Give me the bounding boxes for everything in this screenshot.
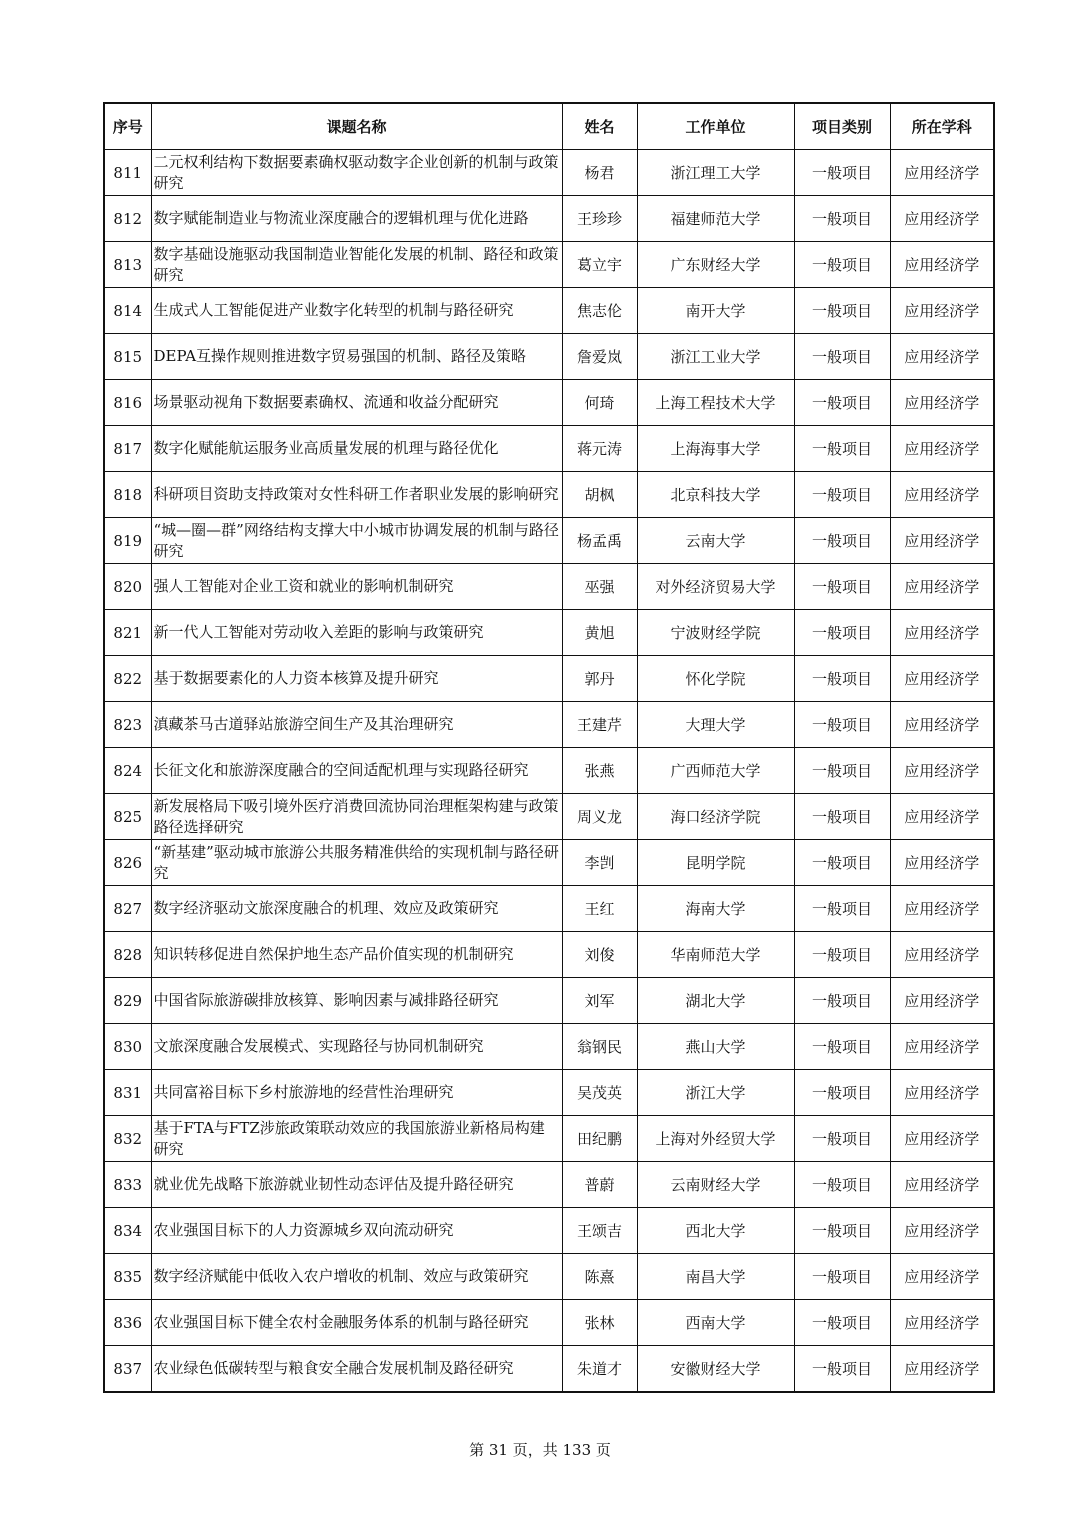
row-discipline: 应用经济学 bbox=[890, 610, 994, 656]
table-header-row bbox=[104, 103, 994, 150]
row-name: 刘军 bbox=[562, 978, 637, 1024]
row-discipline: 应用经济学 bbox=[890, 564, 994, 610]
row-name: 李剀 bbox=[562, 840, 637, 886]
row-index: 817 bbox=[104, 426, 151, 472]
row-discipline: 应用经济学 bbox=[890, 426, 994, 472]
row-discipline: 应用经济学 bbox=[890, 1024, 994, 1070]
project-table bbox=[103, 102, 995, 1393]
row-discipline: 应用经济学 bbox=[890, 1208, 994, 1254]
row-name: 黄旭 bbox=[562, 610, 637, 656]
row-title: 农业绿色低碳转型与粮食安全融合发展机制及路径研究 bbox=[151, 1346, 562, 1393]
table-row bbox=[104, 978, 994, 1024]
row-institution: 浙江大学 bbox=[637, 1070, 794, 1116]
row-index: 830 bbox=[104, 1024, 151, 1070]
table-row bbox=[104, 656, 994, 702]
row-discipline: 应用经济学 bbox=[890, 978, 994, 1024]
row-title: 知识转移促进自然保护地生态产品价值实现的机制研究 bbox=[151, 932, 562, 978]
row-category: 一般项目 bbox=[794, 932, 890, 978]
table-row bbox=[104, 610, 994, 656]
row-institution: 海南大学 bbox=[637, 886, 794, 932]
row-category: 一般项目 bbox=[794, 334, 890, 380]
row-institution: 福建师范大学 bbox=[637, 196, 794, 242]
row-title: 二元权利结构下数据要素确权驱动数字企业创新的机制与政策研究 bbox=[151, 150, 562, 196]
row-category: 一般项目 bbox=[794, 748, 890, 794]
row-title: 文旅深度融合发展模式、实现路径与协同机制研究 bbox=[151, 1024, 562, 1070]
row-category: 一般项目 bbox=[794, 978, 890, 1024]
row-category: 一般项目 bbox=[794, 288, 890, 334]
row-name: 翁钢民 bbox=[562, 1024, 637, 1070]
table-row bbox=[104, 702, 994, 748]
row-title: 数字赋能制造业与物流业深度融合的逻辑机理与优化进路 bbox=[151, 196, 562, 242]
row-index: 827 bbox=[104, 886, 151, 932]
row-title: 场景驱动视角下数据要素确权、流通和收益分配研究 bbox=[151, 380, 562, 426]
row-discipline: 应用经济学 bbox=[890, 1070, 994, 1116]
table-body bbox=[104, 150, 994, 1393]
row-institution: 浙江工业大学 bbox=[637, 334, 794, 380]
row-category: 一般项目 bbox=[794, 242, 890, 288]
row-index: 832 bbox=[104, 1116, 151, 1162]
row-institution: 上海工程技术大学 bbox=[637, 380, 794, 426]
row-category: 一般项目 bbox=[794, 1070, 890, 1116]
row-institution: 海口经济学院 bbox=[637, 794, 794, 840]
row-discipline: 应用经济学 bbox=[890, 288, 994, 334]
row-title: 数字化赋能航运服务业高质量发展的机理与路径优化 bbox=[151, 426, 562, 472]
row-title: 就业优先战略下旅游就业韧性动态评估及提升路径研究 bbox=[151, 1162, 562, 1208]
row-title: 数字经济驱动文旅深度融合的机理、效应及政策研究 bbox=[151, 886, 562, 932]
row-discipline: 应用经济学 bbox=[890, 1254, 994, 1300]
row-title: 新一代人工智能对劳动收入差距的影响与政策研究 bbox=[151, 610, 562, 656]
row-title: 长征文化和旅游深度融合的空间适配机理与实现路径研究 bbox=[151, 748, 562, 794]
row-institution: 宁波财经学院 bbox=[637, 610, 794, 656]
row-index: 835 bbox=[104, 1254, 151, 1300]
row-name: 蒋元涛 bbox=[562, 426, 637, 472]
row-institution: 南开大学 bbox=[637, 288, 794, 334]
row-category: 一般项目 bbox=[794, 794, 890, 840]
row-name: 朱道才 bbox=[562, 1346, 637, 1393]
row-institution: 南昌大学 bbox=[637, 1254, 794, 1300]
row-category: 一般项目 bbox=[794, 150, 890, 196]
row-discipline: 应用经济学 bbox=[890, 1300, 994, 1346]
page-footer: 第 31 页，共 133 页 bbox=[469, 1441, 611, 1459]
row-category: 一般项目 bbox=[794, 1254, 890, 1300]
table-row bbox=[104, 840, 994, 886]
row-name: 王建芹 bbox=[562, 702, 637, 748]
row-category: 一般项目 bbox=[794, 564, 890, 610]
row-discipline: 应用经济学 bbox=[890, 932, 994, 978]
row-discipline: 应用经济学 bbox=[890, 656, 994, 702]
row-index: 815 bbox=[104, 334, 151, 380]
row-name: 普蔚 bbox=[562, 1162, 637, 1208]
header-discipline: 所在学科 bbox=[890, 103, 994, 150]
row-discipline: 应用经济学 bbox=[890, 840, 994, 886]
row-category: 一般项目 bbox=[794, 702, 890, 748]
row-name: 周义龙 bbox=[562, 794, 637, 840]
row-index: 812 bbox=[104, 196, 151, 242]
row-index: 837 bbox=[104, 1346, 151, 1393]
row-index: 820 bbox=[104, 564, 151, 610]
row-institution: 广西师范大学 bbox=[637, 748, 794, 794]
row-title: 生成式人工智能促进产业数字化转型的机制与路径研究 bbox=[151, 288, 562, 334]
row-category: 一般项目 bbox=[794, 1208, 890, 1254]
row-discipline: 应用经济学 bbox=[890, 1162, 994, 1208]
row-title: 农业强国目标下健全农村金融服务体系的机制与路径研究 bbox=[151, 1300, 562, 1346]
row-category: 一般项目 bbox=[794, 610, 890, 656]
row-title: 基于FTA与FTZ涉旅政策联动效应的我国旅游业新格局构建研究 bbox=[151, 1116, 562, 1162]
row-institution: 上海海事大学 bbox=[637, 426, 794, 472]
table-row bbox=[104, 564, 994, 610]
row-discipline: 应用经济学 bbox=[890, 196, 994, 242]
row-title: “新基建”驱动城市旅游公共服务精准供给的实现机制与路径研究 bbox=[151, 840, 562, 886]
row-name: 刘俊 bbox=[562, 932, 637, 978]
row-index: 823 bbox=[104, 702, 151, 748]
row-category: 一般项目 bbox=[794, 1300, 890, 1346]
row-name: 王珍珍 bbox=[562, 196, 637, 242]
row-discipline: 应用经济学 bbox=[890, 886, 994, 932]
row-category: 一般项目 bbox=[794, 1346, 890, 1393]
row-title: 农业强国目标下的人力资源城乡双向流动研究 bbox=[151, 1208, 562, 1254]
row-discipline: 应用经济学 bbox=[890, 518, 994, 564]
table-row bbox=[104, 1070, 994, 1116]
table-row bbox=[104, 1346, 994, 1393]
table-row bbox=[104, 380, 994, 426]
row-index: 825 bbox=[104, 794, 151, 840]
row-name: 郭丹 bbox=[562, 656, 637, 702]
row-institution: 西北大学 bbox=[637, 1208, 794, 1254]
row-institution: 安徽财经大学 bbox=[637, 1346, 794, 1393]
table-row bbox=[104, 932, 994, 978]
table-row bbox=[104, 748, 994, 794]
row-title: 滇藏茶马古道驿站旅游空间生产及其治理研究 bbox=[151, 702, 562, 748]
row-name: 詹爱岚 bbox=[562, 334, 637, 380]
row-category: 一般项目 bbox=[794, 1116, 890, 1162]
row-name: 王颂吉 bbox=[562, 1208, 637, 1254]
row-name: 胡枫 bbox=[562, 472, 637, 518]
row-index: 824 bbox=[104, 748, 151, 794]
table-row bbox=[104, 472, 994, 518]
row-name: 巫强 bbox=[562, 564, 637, 610]
row-title: 科研项目资助支持政策对女性科研工作者职业发展的影响研究 bbox=[151, 472, 562, 518]
row-title: 基于数据要素化的人力资本核算及提升研究 bbox=[151, 656, 562, 702]
header-index: 序号 bbox=[104, 103, 151, 150]
row-index: 829 bbox=[104, 978, 151, 1024]
row-name: 陈熹 bbox=[562, 1254, 637, 1300]
row-institution: 大理大学 bbox=[637, 702, 794, 748]
row-index: 813 bbox=[104, 242, 151, 288]
row-institution: 广东财经大学 bbox=[637, 242, 794, 288]
row-category: 一般项目 bbox=[794, 472, 890, 518]
row-index: 821 bbox=[104, 610, 151, 656]
row-index: 826 bbox=[104, 840, 151, 886]
table-row bbox=[104, 288, 994, 334]
row-name: 田纪鹏 bbox=[562, 1116, 637, 1162]
row-discipline: 应用经济学 bbox=[890, 748, 994, 794]
row-discipline: 应用经济学 bbox=[890, 334, 994, 380]
row-institution: 对外经济贸易大学 bbox=[637, 564, 794, 610]
row-name: 杨君 bbox=[562, 150, 637, 196]
row-institution: 湖北大学 bbox=[637, 978, 794, 1024]
row-discipline: 应用经济学 bbox=[890, 1116, 994, 1162]
row-name: 吴茂英 bbox=[562, 1070, 637, 1116]
row-category: 一般项目 bbox=[794, 840, 890, 886]
row-index: 811 bbox=[104, 150, 151, 196]
row-title: DEPA互操作规则推进数字贸易强国的机制、路径及策略 bbox=[151, 334, 562, 380]
row-discipline: 应用经济学 bbox=[890, 242, 994, 288]
row-name: 何琦 bbox=[562, 380, 637, 426]
table-row bbox=[104, 150, 994, 196]
row-category: 一般项目 bbox=[794, 518, 890, 564]
table-row bbox=[104, 518, 994, 564]
row-institution: 华南师范大学 bbox=[637, 932, 794, 978]
table-row bbox=[104, 426, 994, 472]
table-row bbox=[104, 1116, 994, 1162]
row-index: 814 bbox=[104, 288, 151, 334]
row-index: 818 bbox=[104, 472, 151, 518]
row-category: 一般项目 bbox=[794, 886, 890, 932]
row-discipline: 应用经济学 bbox=[890, 380, 994, 426]
row-title: 强人工智能对企业工资和就业的影响机制研究 bbox=[151, 564, 562, 610]
table-row bbox=[104, 1162, 994, 1208]
row-title: 新发展格局下吸引境外医疗消费回流协同治理框架构建与政策路径选择研究 bbox=[151, 794, 562, 840]
row-index: 822 bbox=[104, 656, 151, 702]
row-index: 816 bbox=[104, 380, 151, 426]
row-index: 828 bbox=[104, 932, 151, 978]
row-name: 焦志伦 bbox=[562, 288, 637, 334]
row-discipline: 应用经济学 bbox=[890, 702, 994, 748]
row-institution: 西南大学 bbox=[637, 1300, 794, 1346]
row-category: 一般项目 bbox=[794, 1024, 890, 1070]
table-row bbox=[104, 242, 994, 288]
row-title: 数字基础设施驱动我国制造业智能化发展的机制、路径和政策研究 bbox=[151, 242, 562, 288]
header-title: 课题名称 bbox=[151, 103, 562, 150]
row-category: 一般项目 bbox=[794, 426, 890, 472]
row-title: “城—圈—群”网络结构支撑大中小城市协调发展的机制与路径研究 bbox=[151, 518, 562, 564]
row-title: 中国省际旅游碳排放核算、影响因素与减排路径研究 bbox=[151, 978, 562, 1024]
row-title: 数字经济赋能中低收入农户增收的机制、效应与政策研究 bbox=[151, 1254, 562, 1300]
row-name: 张林 bbox=[562, 1300, 637, 1346]
row-discipline: 应用经济学 bbox=[890, 794, 994, 840]
header-institution: 工作单位 bbox=[637, 103, 794, 150]
row-institution: 上海对外经贸大学 bbox=[637, 1116, 794, 1162]
row-index: 831 bbox=[104, 1070, 151, 1116]
row-discipline: 应用经济学 bbox=[890, 150, 994, 196]
table-row bbox=[104, 196, 994, 242]
row-institution: 浙江理工大学 bbox=[637, 150, 794, 196]
row-index: 819 bbox=[104, 518, 151, 564]
table-row bbox=[104, 1024, 994, 1070]
row-title: 共同富裕目标下乡村旅游地的经营性治理研究 bbox=[151, 1070, 562, 1116]
row-name: 张燕 bbox=[562, 748, 637, 794]
row-discipline: 应用经济学 bbox=[890, 472, 994, 518]
row-institution: 燕山大学 bbox=[637, 1024, 794, 1070]
row-institution: 昆明学院 bbox=[637, 840, 794, 886]
row-category: 一般项目 bbox=[794, 196, 890, 242]
row-name: 杨孟禹 bbox=[562, 518, 637, 564]
row-institution: 怀化学院 bbox=[637, 656, 794, 702]
row-category: 一般项目 bbox=[794, 1162, 890, 1208]
row-index: 833 bbox=[104, 1162, 151, 1208]
header-name: 姓名 bbox=[562, 103, 637, 150]
table-row bbox=[104, 886, 994, 932]
row-discipline: 应用经济学 bbox=[890, 1346, 994, 1393]
table-row bbox=[104, 1300, 994, 1346]
row-index: 836 bbox=[104, 1300, 151, 1346]
row-name: 王红 bbox=[562, 886, 637, 932]
table-row bbox=[104, 1254, 994, 1300]
header-category: 项目类别 bbox=[794, 103, 890, 150]
table-row bbox=[104, 1208, 994, 1254]
table-row bbox=[104, 334, 994, 380]
row-index: 834 bbox=[104, 1208, 151, 1254]
row-institution: 云南财经大学 bbox=[637, 1162, 794, 1208]
row-institution: 北京科技大学 bbox=[637, 472, 794, 518]
row-category: 一般项目 bbox=[794, 656, 890, 702]
row-name: 葛立宇 bbox=[562, 242, 637, 288]
table-row bbox=[104, 794, 994, 840]
row-institution: 云南大学 bbox=[637, 518, 794, 564]
row-category: 一般项目 bbox=[794, 380, 890, 426]
